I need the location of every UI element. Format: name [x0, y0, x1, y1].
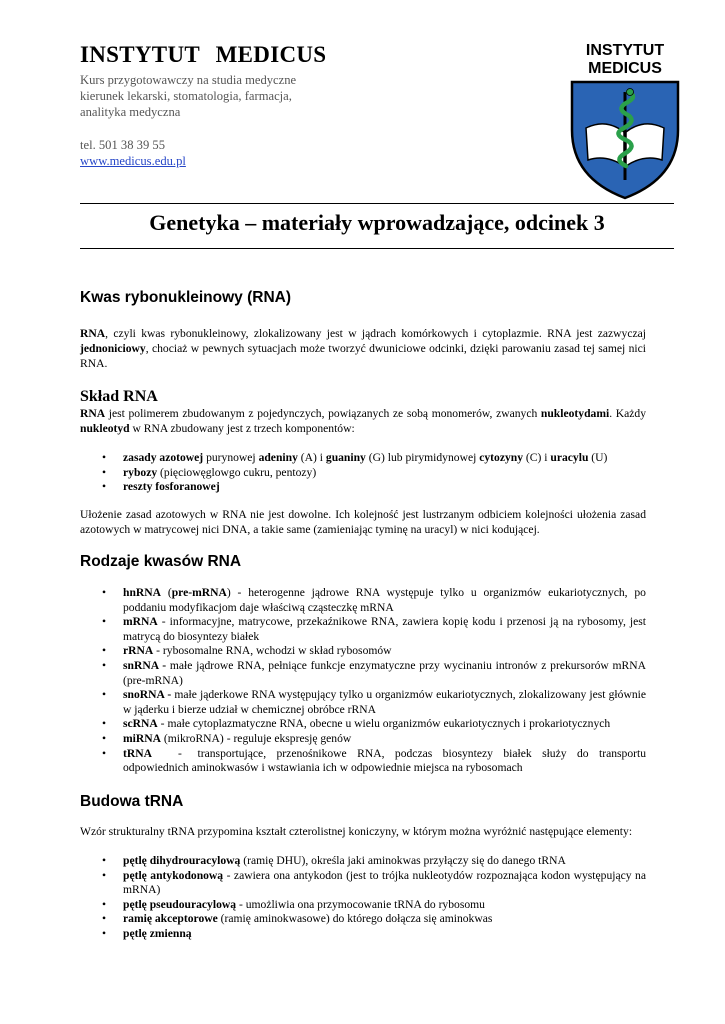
list-item: • pętlę dihydrouracylową (ramię DHU), określa jaki aminokwas przyłączy się do danego tRNA	[102, 854, 566, 867]
shield-logo-icon	[566, 40, 684, 200]
header-divider	[80, 203, 674, 204]
list-item: • zasady azotowej purynowej adeniny (A) i guaniny (G) lub pirymidynowej cytozyny (C) i uracylu (U)	[102, 451, 608, 464]
list-item: • ramię akceptorowe (ramię aminokwasowe) do którego dołącza się aminokwas	[102, 912, 493, 926]
list-item: • hnRNA (pre-mRNA) - heterogenne jądrowe RNA występuje tylko u organizmów eukariotycznych, po poddaniu modyfikacjom daje właściwą cząsteczkę mRNA	[102, 586, 646, 614]
list-item: • snRNA - małe jądrowe RNA, pełniące funkcje enzymatyczne przy wycinaniu intronów z prekursorów mRNA (pre-mRNA)	[102, 658, 646, 687]
section-heading-rodzaje: Rodzaje kwasów RNA	[80, 553, 242, 570]
list-item: • pętlę antykodonową - zawiera ona antykodon (jest to trójka nukleotydów rozpoznająca kodon występujący na mRNA)	[102, 868, 646, 897]
header-line: kierunek lekarski, stomatologia, farmacja,	[80, 89, 292, 103]
institute-name: INSTYTUT MEDICUS	[80, 42, 327, 67]
section-heading-sklad: Skład RNA	[80, 388, 158, 405]
sklad-list	[80, 451, 646, 495]
list-item: • miRNA (mikroRNA) - reguluje ekspresję genów	[102, 731, 352, 745]
snake-head-icon	[627, 89, 634, 96]
list-item: • pętlę zmienną	[102, 926, 192, 940]
list-item: • tRNA - transportujące, przenośnikowe RNA, podczas biosyntezy białek służy do transportu odpowiednich aminokwasów i wstawiania ich w odpowiednie miejsca na rybosomach	[102, 746, 649, 775]
sklad-paragraph: RNA jest polimerem zbudowanym z pojedynczych, powiązanych ze sobą monomerów, zwanych nukleotydami. Każdy nukleotyd w RNA zbudowany jest z trzech komponentów:	[80, 407, 646, 435]
logo-text-line-1: INSTYTUT	[585, 42, 665, 59]
list-item: • snoRNA - małe jąderkowe RNA występujący tylko u organizmów eukariotycznych, zlokalizowany jest głównie w jąderku i bierze udział w chemicznej obróbce rRNA	[102, 688, 646, 716]
rodzaje-list	[80, 586, 649, 776]
title-divider	[80, 248, 674, 249]
list-item: • pętlę pseudouracylową - umożliwia ona przymocowanie tRNA do rybosomu	[102, 897, 485, 911]
sklad-paragraph-2: Ułożenie zasad azotowych w RNA nie jest dowolne. Ich kolejność jest lustrzanym odbiciem kolejności ułożenia zasad azotowych w matrycowej nici DNA, a takie same (zamieniając tyminę na uracyl) w nici kodującej.	[80, 508, 646, 536]
list-item: • rRNA - rybosomalne RNA, wchodzi w skład rybosomów	[102, 644, 392, 658]
logo-text-line-2: MEDICUS	[588, 60, 662, 77]
list-item: • reszty fosforanowej	[102, 480, 220, 494]
section-heading-budowa: Budowa tRNA	[80, 793, 184, 810]
list-item: • scRNA - małe cytoplazmatyczne RNA, obecne u wielu organizmów eukariotycznych i prokariotycznych	[102, 717, 611, 731]
header-line: Kurs przygotowawczy na studia medyczne	[80, 73, 297, 87]
rna-paragraph: RNA, czyli kwas rybonukleinowy, zlokalizowany jest w jądrach komórkowych i cytoplazmie. RNA jest zazwyczaj jednoniciowy, chociaż w pewnych sytuacjach może tworzyć dwuniciowe odcinki, dzięki parowaniu zasad tej samej nici RNA.	[80, 327, 646, 370]
page-title: Genetyka – materiały wprowadzające, odcinek 3	[149, 210, 605, 235]
budowa-paragraph: Wzór strukturalny tRNA przypomina kształt czterolistnej koniczyny, w którym można wyróżnić następujące elementy:	[80, 825, 633, 838]
institute-logo	[566, 40, 684, 200]
phone-number: tel. 501 38 39 55	[80, 138, 166, 152]
list-item: • rybozy (pięciowęglowgo cukru, pentozy)	[102, 465, 317, 479]
website-link[interactable]: www.medicus.edu.pl	[80, 154, 186, 168]
budowa-list	[80, 854, 646, 942]
section-heading-rna: Kwas rybonukleinowy (RNA)	[80, 289, 291, 306]
header-line: analityka medyczna	[80, 105, 181, 119]
list-item: • mRNA - informacyjne, matrycowe, przekaźnikowe RNA, zawiera kopię kodu i przenosi ją na rybosomy, jest matrycą do biosyntezy białek	[102, 615, 646, 643]
